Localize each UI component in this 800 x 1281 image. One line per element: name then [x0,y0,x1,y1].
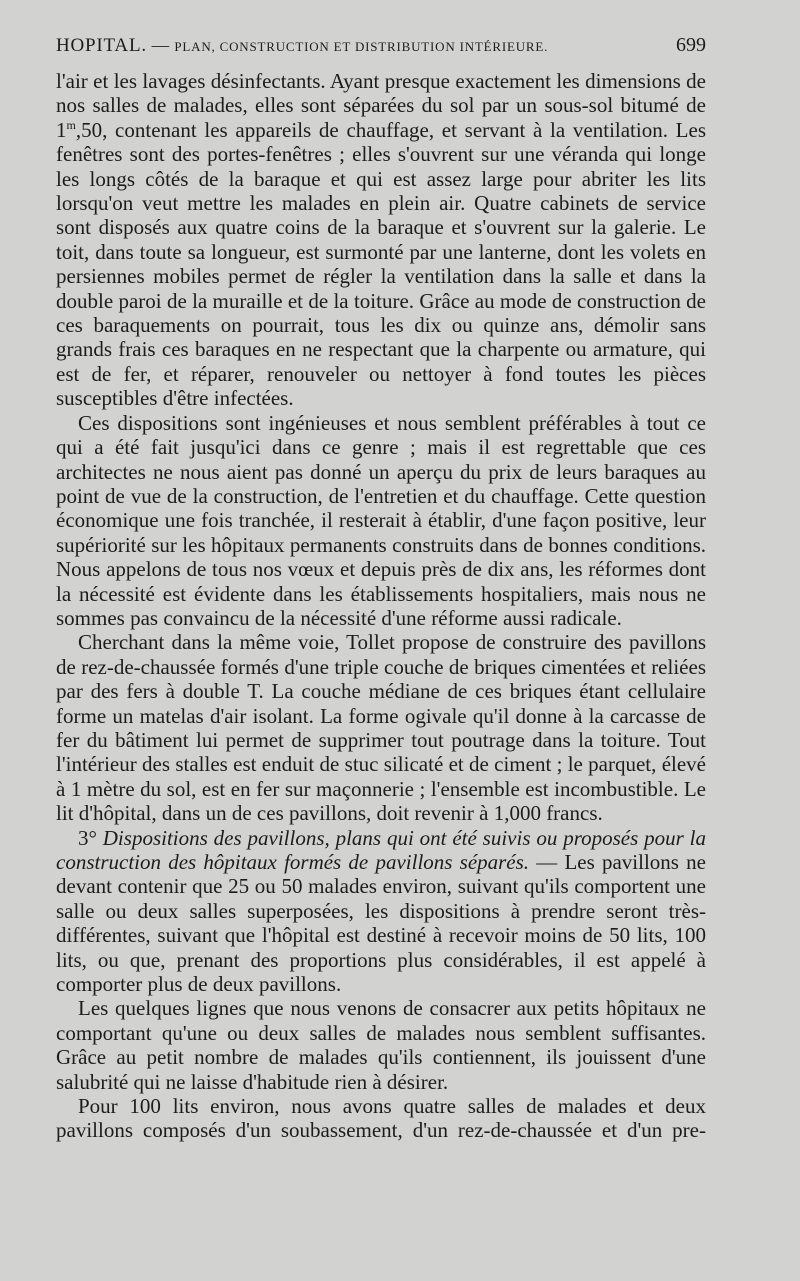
page-number: 699 [676,34,706,56]
meter-superscript: m [66,117,76,132]
paragraph-text: l'air et les lavages désinfectants. Ayant presque exactement les dimensions de nos salles de malades, elles sont séparées du sol par un sous-sol bitumé de 1 [56,69,706,142]
paragraph-dispositions: Ces dispositions sont ingénieuses et nous semblent préférables à tout ce qui a été fait jusqu'ici dans ce genre ; mais il est regrettable que ces architectes ne nous aient pas donné un aperçu du prix de leurs baraques au point de vue de la construction, de l'entretien et du chauffage. Cette question économique une fois tranchée, il resterait à établir, d'une façon positive, leur supériorité sur les hôpitaux permanents construits dans de bonnes conditions. Nous appelons de tous nos vœux et depuis près de dix ans, les réformes dont la nécessité est évidente dans les établissements hospitaliers, mais nous ne sommes pas convaincu de la nécessité d'une réforme aussi radicale. [56,410,706,630]
paragraph-100-lits: Pour 100 lits environ, nous avons quatre salles de malades et deux pavillons composés d'un soubassement, d'un rez-de-chaussée et d'un pre- [56,1094,706,1143]
paragraph-baraques-ventilation [56,69,706,411]
paragraph-petits-hopitaux: Les quelques lignes que nous venons de consacrer aux petits hôpitaux ne comportant qu'une ou deux salles de malades nous semblent suffisantes. Grâce au petit nombre de malades qu'ils contiennent, ils jouissent d'une salubrité qui ne laisse d'habitude rien à désirer. [56,996,706,1094]
paragraph-section-3 [56,826,706,997]
running-title-rest: PLAN, CONSTRUCTION ET DISTRIBUTION INTÉRIEURE. [174,39,549,54]
paragraph-text: ,50, contenant les appareils de chauffage, et servant à la ventilation. Les fenêtres sont des portes-fenêtres ; elles s'ouvrent sur une véranda qui longe les longs côtés de la baraque et qui est assez large pour abriter les lits lorsqu'on veut mettre les malades en plein air. Quatre cabinets de service sont disposés aux quatre coins de la baraque et s'ouvrent sur la galerie. Le toit, dans toute sa longueur, est surmonté par une lanterne, dont les volets en persiennes mobiles permet de régler la ventilation dans la salle et dans la double paroi de la muraille et de la toiture. Grâce au mode de construction de ces baraquements on pourrait, tous les dix ou quinze ans, démolir sans grands frais ces baraques en ne respectant que la charpente ou armature, qui est de fer, et réparer, renouveler ou nettoyer à fond toutes les pièces susceptibles d'être infectées. [56,117,706,411]
section-heading: Dispositions des pavillons, plans qui ont été suivis ou proposés pour la construction des hôpitaux formés de pavillons séparés. [56,825,707,874]
paragraph-tollet: Cherchant dans la même voie, Tollet propose de construire des pavillons de rez-de-chaussée formés d'une triple couche de briques cimentées et reliées par des fers à double T. La couche médiane de ces briques étant cellulaire forme un matelas d'air isolant. La forme ogivale qu'il donne à la carcasse de fer du bâtiment lui permet de supprimer tout poutrage dans la toiture. Tout l'intérieur des stalles est enduit de stuc silicaté et de ciment ; le parquet, élevé à 1 mètre du sol, est en fer sur maçonnerie ; l'ensemble est incombustible. Le lit d'hôpital, dans un de ces pavillons, doit revenir à 1,000 francs. [56,630,706,826]
page-body [56,69,706,1143]
running-title [56,35,548,57]
section-number: 3° [78,825,97,850]
running-title-dash: — [146,35,175,55]
running-header [56,34,706,68]
paragraph-text: — Les pavillons ne devant contenir que 25 ou 50 malades environ, suivant qu'ils comportent une salle ou deux salles superposées, les dispositions à prendre seront très-différentes, suivant que l'hôpital est destiné à recevoir moins de 50 lits, 100 lits, ou que, prenant des proportions plus considérables, il est appelé à comporter plus de deux pavillons. [56,850,706,997]
running-title-lead: HOPITAL. [56,35,147,56]
